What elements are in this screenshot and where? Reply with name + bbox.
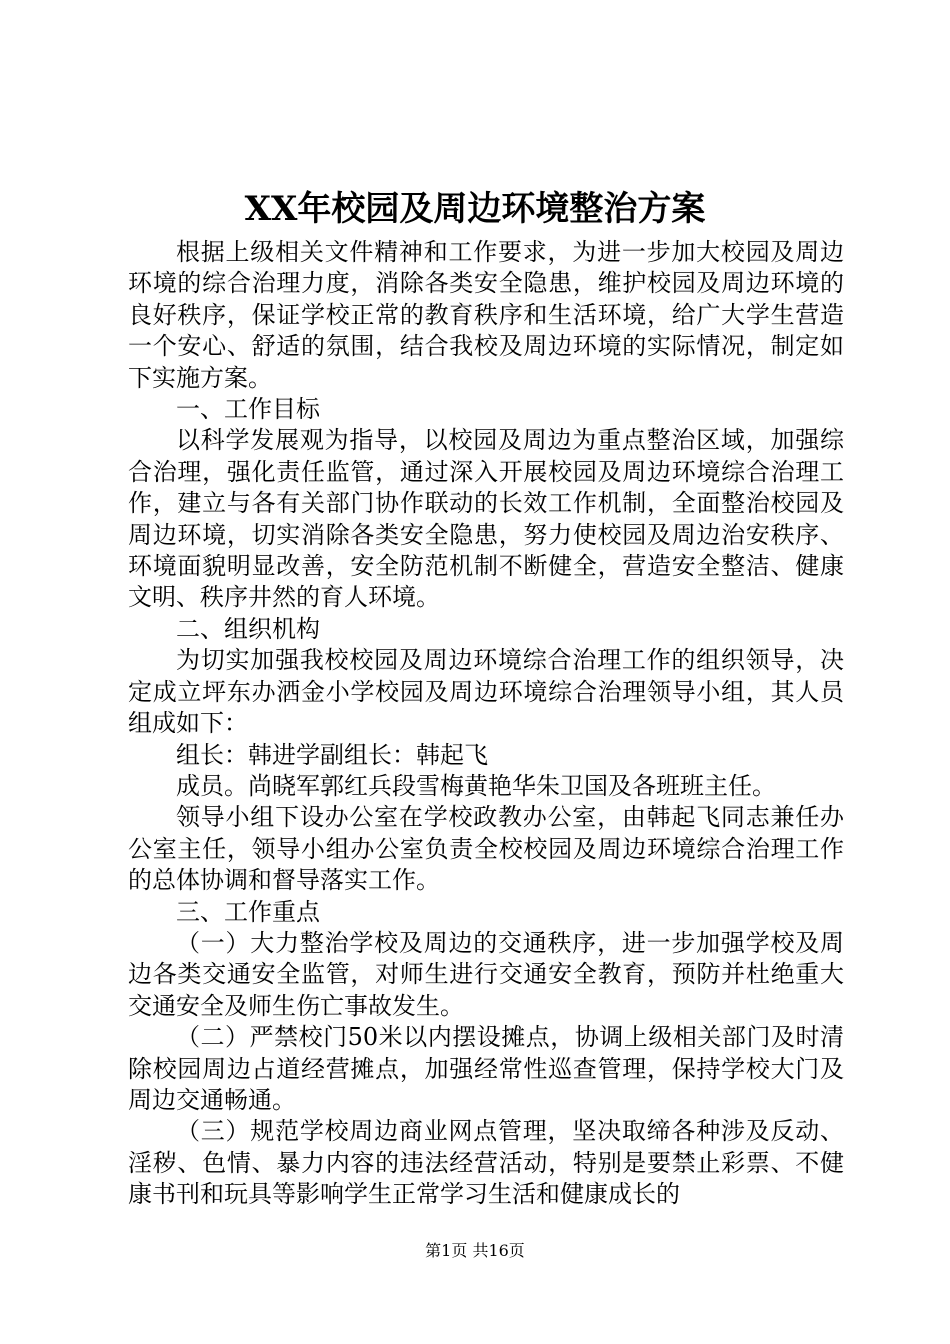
paragraph-organization: 为切实加强我校校园及周边环境综合治理工作的组织领导，决定成立坪东办洒金小学校园及周边环境综合治理领导小组，其人员组成如下： [128,646,844,738]
paragraph-priority-1: （一）大力整治学校及周边的交通秩序，进一步加强学校及周边各类交通安全监管，对师生进行交通安全教育，预防并杜绝重大交通安全及师生伤亡事故发生。 [128,928,844,1020]
paragraph-office: 领导小组下设办公室在学校政教办公室，由韩起飞同志兼任办公室主任，领导小组办公室负责全校校园及周边环境综合治理工作的总体协调和督导落实工作。 [128,803,844,895]
section-heading-goals: 一、工作目标 [176,395,320,424]
section-heading-priorities: 三、工作重点 [176,897,320,926]
document-title: XX年校园及周边环境整治方案 [244,189,706,229]
document-body [128,237,844,1211]
paragraph-members: 成员。尚晓军郭红兵段雪梅黄艳华朱卫国及各班班主任。 [176,771,776,800]
paragraph-intro: 根据上级相关文件精神和工作要求，为进一步加大校园及周边环境的综合治理力度，消除各类安全隐患，维护校园及周边环境的良好秩序，保证学校正常的教育秩序和生活环境，给广大学生营造一个安心、舒适的氛围，结合我校及周边环境的实际情况，制定如下实施方案。 [128,238,844,392]
paragraph-leaders: 组长：韩进学副组长：韩起飞 [176,740,488,769]
paragraph-priority-3: （三）规范学校周边商业网点管理，坚决取缔各种涉及反动、淫秽、色情、暴力内容的违法经营活动，特别是要禁止彩票、不健康书刊和玩具等影响学生正常学习生活和健康成长的 [128,1117,844,1209]
section-heading-organization: 二、组织机构 [176,614,320,643]
paragraph-priority-2: （二）严禁校门50米以内摆设摊点，协调上级相关部门及时清除校园周边占道经营摊点，加强经常性巡查管理，保持学校大门及周边交通畅通。 [128,1023,844,1114]
page-footer: 第1页 共16页 [425,1241,525,1260]
paragraph-goals: 以科学发展观为指导，以校园及周边为重点整治区域，加强综合治理，强化责任监管，通过深入开展校园及周边环境综合治理工作，建立与各有关部门协作联动的长效工作机制，全面整治校园及周边环境，切实消除各类安全隐患，努力使校园及周边治安秩序、环境面貌明显改善，安全防范机制不断健全，营造安全整洁、健康文明、秩序井然的育人环境。 [128,426,844,612]
